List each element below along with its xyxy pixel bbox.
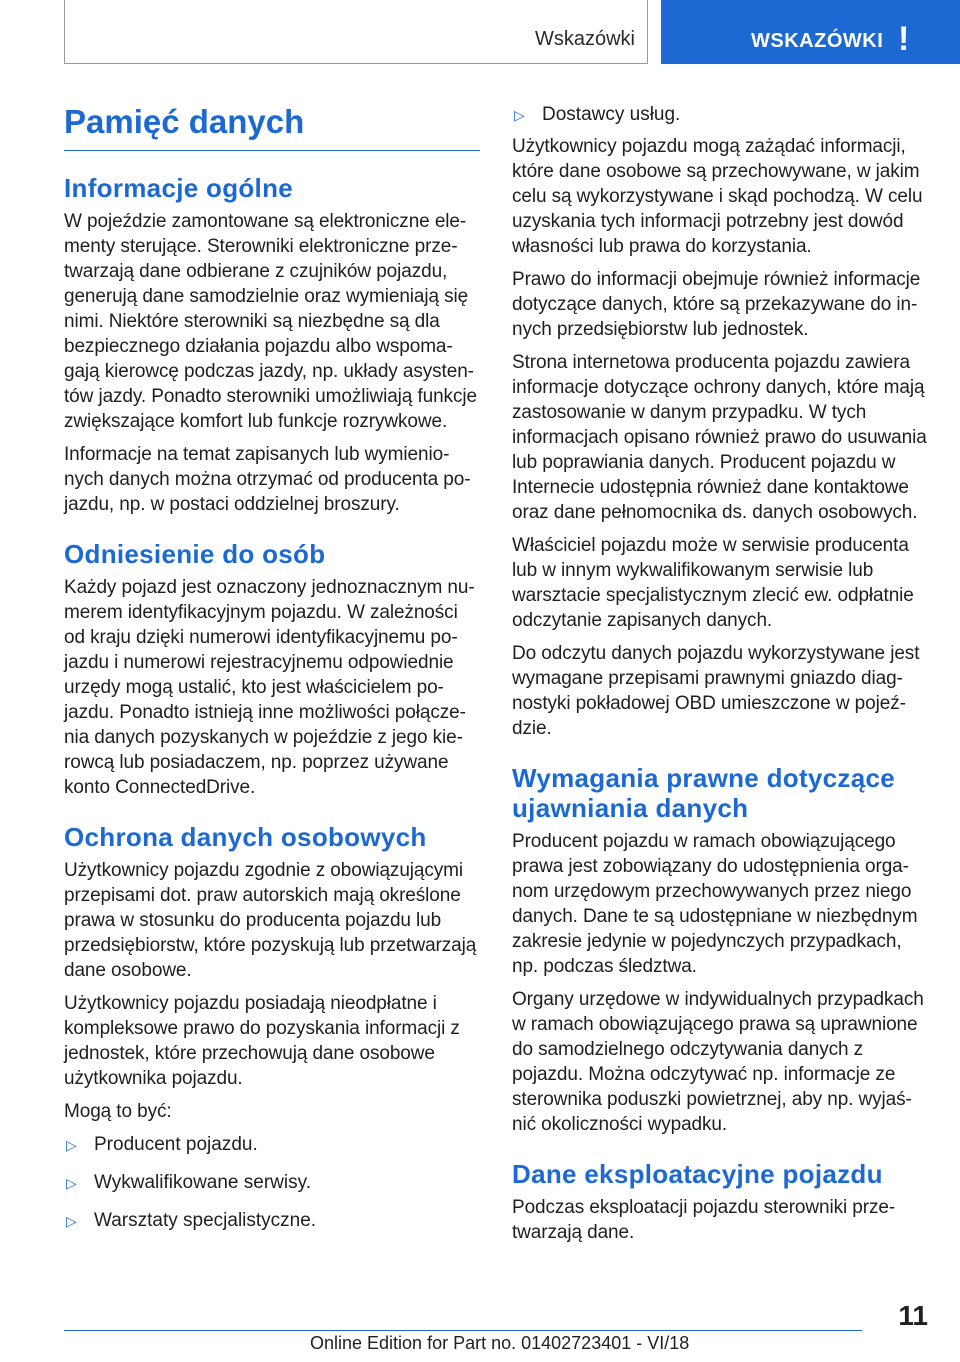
triangle-bullet-icon: ▷ <box>514 107 525 123</box>
section-heading-legal-requirements: Wymagania prawne dotyczące ujawniania danych <box>512 763 896 823</box>
paragraph: Producent pojazdu w ramach obowiązującego prawa jest zobowiązany do udostępnienia organom urzędowym przechowywanych przez niego danych. Dane te są udostępniane w niezbędnym zakresie jedynie w pojedynczych przypadkach, np. podczas śledztwa. <box>512 831 918 977</box>
section-label: Wskazówki <box>534 28 635 50</box>
section-heading-general-info: Informacje ogólne <box>64 173 294 203</box>
paragraph: Właściciel pojazdu może w serwisie producenta lub w innym wykwalifikowanym serwisie lub warsztacie specjalistycznym zlecić ew. odpłatnie odczytanie zapisanych danych. <box>512 535 914 631</box>
paragraph: Użytkownicy pojazdu zgodnie z obowiązującymi przepisami dot. praw autorskich mają określone prawa w stosunku do producenta pojazdu lub przedsiębiorstw, które pozyskują lub przetwarzają dane osobowe. <box>64 860 477 981</box>
left-column <box>64 100 480 1246</box>
footer-divider <box>64 1330 862 1331</box>
paragraph: Mogą to być: <box>64 1101 172 1122</box>
triangle-bullet-icon: ▷ <box>66 1213 77 1229</box>
triangle-bullet-icon: ▷ <box>66 1137 77 1153</box>
paragraph: Prawo do informacji obejmuje również informacje dotyczące danych, które są przekazywane do innych przedsiębiorstw lub jednostek. <box>512 269 921 340</box>
paragraph: Informacje na temat zapisanych lub wymienionych danych można otrzymać od producenta pojazdu, np. w postaci oddzielnej broszury. <box>64 444 471 515</box>
edition-footer: Online Edition for Part no. 01402723401 - VI/18 <box>310 1333 690 1353</box>
chapter-tab <box>661 0 960 64</box>
bullet-list <box>512 102 928 128</box>
paragraph: Użytkownicy pojazdu posiadają nieodpłatne i kompleksowe prawo do pozyskania informacji z jednostek, które przechowują dane osobowe użytkownika pojazdu. <box>64 993 460 1089</box>
right-column <box>512 102 928 1253</box>
exclamation-icon: ! <box>898 20 910 58</box>
list-item: ▷ Warsztaty specjalistyczne. <box>64 1208 480 1234</box>
list-item: ▷ Dostawcy usług. <box>512 102 928 128</box>
paragraph: Każdy pojazd jest oznaczony jednoznacznym numerem identyfikacyjnym pojazdu. W zależności od kraju dzięki numerowi identyfikacyjnemu pojazdu i numerowi rejestracyjnemu odpowiednie urzędy mogą ustalić, kto jest właścicielem pojazdu. Ponadto istnieją inne możliwości połączenia danych pozyskanych w pojeździe z jego kierowcą lub posiadaczem, np. poprzez używane konto ConnectedDrive. <box>64 577 475 798</box>
running-header <box>64 0 648 64</box>
section-heading-data-protection: Ochrona danych osobowych <box>64 822 427 852</box>
list-item: ▷ Wykwalifikowane serwisy. <box>64 1170 480 1196</box>
chapter-label: WSKAZÓWKI <box>751 30 884 52</box>
triangle-bullet-icon: ▷ <box>66 1175 77 1191</box>
paragraph: Organy urzędowe w indywidualnych przypadkach w ramach obowiązującego prawa są uprawnione do samodzielnego odczytywania danych z pojazdu. Można odczytywać np. informacje ze sterownika poduszki powietrznej, aby np. wyjaśnić okoliczności wypadku. <box>512 989 924 1135</box>
paragraph: Do odczytu danych pojazdu wykorzystywane jest wymagane przepisami prawnymi gniazdo diagnostyki pokładowej OBD umieszczone w pojeździe. <box>512 643 920 739</box>
section-heading-person-reference: Odniesienie do osób <box>64 539 326 569</box>
paragraph: Użytkownicy pojazdu mogą zażądać informacji, które dane osobowe są przechowywane, w jakim celu są wykorzystywane i skąd pochodzą. W celu uzyskania tych informacji potrzebny jest dowód własności lub prawa do korzystania. <box>512 136 923 257</box>
section-heading-operating-data: Dane eksploatacyjne pojazdu <box>512 1159 883 1189</box>
bullet-list <box>64 1132 480 1234</box>
paragraph: Podczas eksploatacji pojazdu sterowniki przetwarzają dane. <box>512 1197 896 1243</box>
paragraph: W pojeździe zamontowane są elektroniczne elementy sterujące. Sterowniki elektroniczne przetwarzają dane odbierane z czujników pojazdu, generują dane samodzielnie oraz wymieniają się nimi. Niektóre sterowniki są niezbędne są dla bezpiecznego działania pojazdu albo wspomagają kierowcę podczas jazdy, np. układy asystentów jazdy. Ponadto sterowniki umożliwiają funkcje zwiększające komfort lub funkcje rozrywkowe. <box>64 211 477 432</box>
page-number: 11 <box>898 1300 928 1331</box>
list-item: ▷ Producent pojazdu. <box>64 1132 480 1158</box>
paragraph: Strona internetowa producenta pojazdu zawiera informacje dotyczące ochrony danych, które mają zastosowanie w danym przypadku. W tych informacjach opisano również prawo do usuwania lub poprawiania danych. Producent pojazdu w Internecie udostępnia również dane kontaktowe oraz dane pełnomocnika ds. danych osobowych. <box>512 352 927 523</box>
page-title: Pamięć danych <box>64 100 480 151</box>
